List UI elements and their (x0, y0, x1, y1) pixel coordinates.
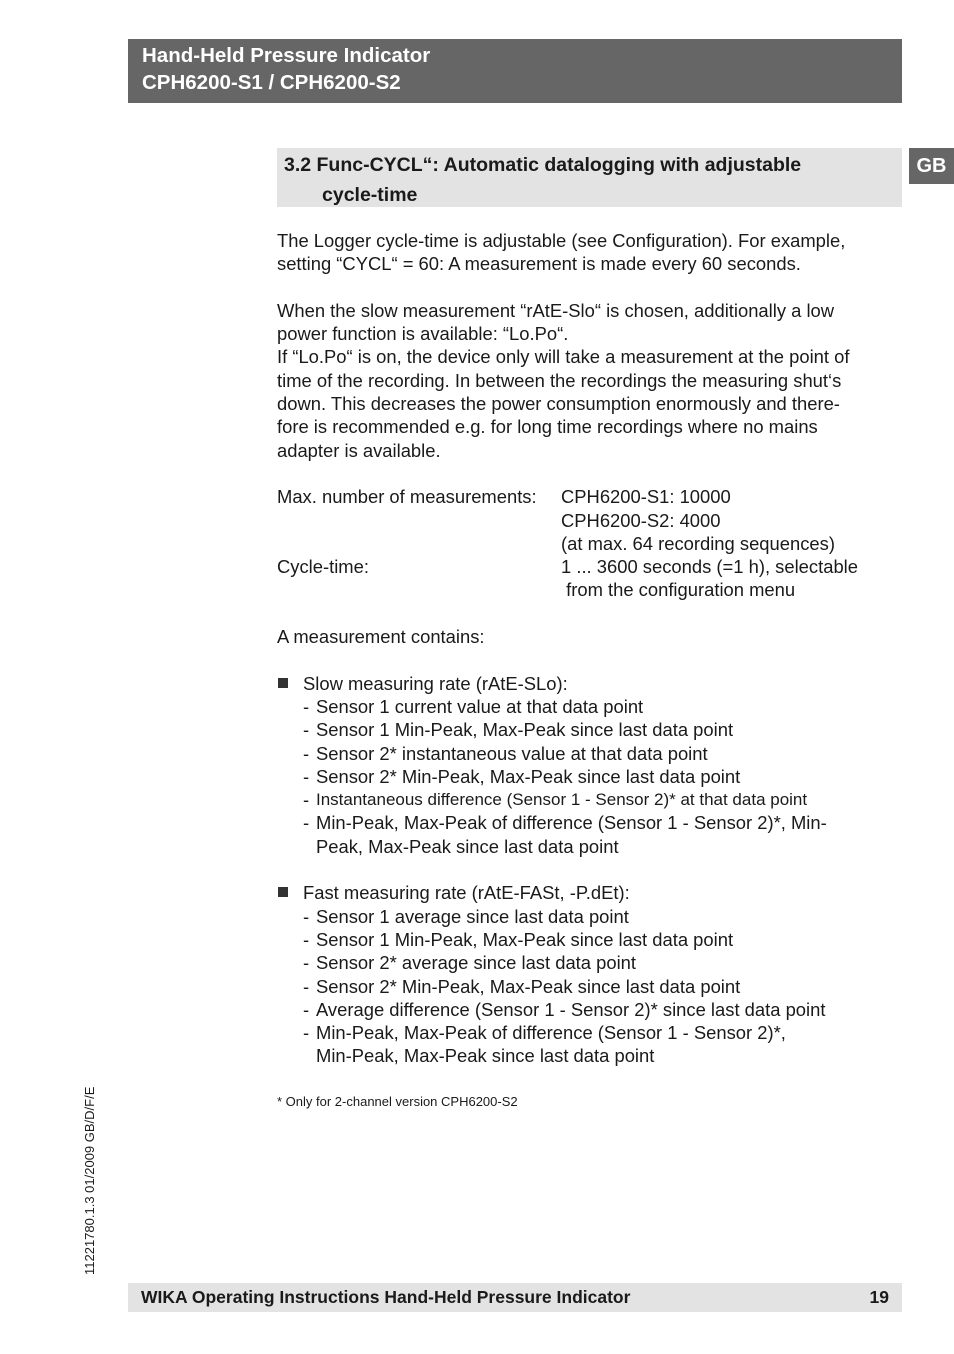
bullet-title: Fast measuring rate (rAtE-FASt, -P.dEt): (303, 882, 630, 904)
header-model: CPH6200-S1 / CPH6200-S2 (142, 71, 401, 94)
list-item-text: Sensor 2* Min-Peak, Max-Peak since last data point (316, 975, 741, 997)
dash: - (303, 695, 310, 717)
list-item-text: Min-Peak, Max-Peak of difference (Sensor 1 - Sensor 2)*, Min- (316, 812, 827, 834)
page-number: 19 (869, 1287, 889, 1307)
spec-max-measurements (277, 485, 902, 555)
spec-value: CPH6200-S1: 10000 (561, 486, 731, 508)
header-title: Hand-Held Pressure Indicator (142, 44, 431, 67)
bullet-title: Slow measuring rate (rAtE-SLo): (303, 672, 568, 694)
bullet-slow-rate (277, 672, 902, 695)
document-footer (128, 1283, 902, 1312)
text-line: fore is recommended e.g. for long time recordings where no mains (277, 416, 818, 438)
text-line: The Logger cycle-time is adjustable (see Configuration). For example, (277, 230, 846, 251)
spec-cycle-time (277, 555, 902, 602)
list-item (303, 788, 902, 811)
section-heading (277, 148, 902, 207)
text-line: power function is available: “Lo.Po“. (277, 323, 569, 345)
list-item-continuation (303, 835, 902, 858)
text-line: If “Lo.Po“ is on, the device only will take a measurement at the point of (277, 346, 850, 368)
list-item-text: Sensor 1 average since last data point (316, 905, 629, 927)
spec-value: 1 ... 3600 seconds (=1 h), selectable (561, 556, 858, 578)
language-tab: GB (909, 148, 954, 184)
list-item (303, 905, 902, 928)
text-line: setting “CYCL“ = 60: A measurement is made every 60 seconds. (277, 253, 801, 275)
dash: - (303, 1022, 310, 1044)
dash: - (303, 905, 310, 927)
dash: - (303, 719, 310, 741)
body-text (277, 229, 902, 1068)
footnote: * Only for 2-channel version CPH6200-S2 (277, 1094, 518, 1109)
contains-intro: A measurement contains: (277, 626, 485, 648)
text-line: adapter is available. (277, 439, 441, 461)
spec-values (561, 555, 902, 602)
list-item (303, 998, 902, 1021)
spec-value: CPH6200-S2: 4000 (561, 509, 721, 531)
footer-title: WIKA Operating Instructions Hand-Held Pressure Indicator (141, 1287, 631, 1307)
document-code: 11221780.1.3 01/2009 GB/D/F/E (82, 1086, 97, 1275)
dash: - (303, 742, 310, 764)
spec-label: Max. number of measurements: (277, 486, 537, 508)
paragraph-cycle-time (277, 229, 902, 276)
list-item (303, 765, 902, 788)
list-item-text: Average difference (Sensor 1 - Sensor 2)* since last data point (316, 998, 826, 1020)
document-header (128, 39, 902, 103)
bullet-fast-rate (277, 881, 902, 904)
list-item-text: Sensor 1 Min-Peak, Max-Peak since last data point (316, 719, 734, 741)
list-item (303, 718, 902, 741)
dash: - (303, 928, 310, 950)
list-item (303, 695, 902, 718)
list-item (303, 1021, 902, 1044)
paragraph-low-power (277, 299, 902, 346)
list-item (303, 975, 902, 998)
dash: - (303, 975, 310, 997)
list-item-text: Min-Peak, Max-Peak of difference (Sensor 1 - Sensor 2)*, (316, 1022, 786, 1044)
dash: - (303, 789, 310, 811)
list-item-text: Sensor 1 current value at that data point (316, 695, 644, 717)
spec-value: (at max. 64 recording sequences) (561, 532, 835, 554)
text-line: When the slow measurement “rAtE-Slo“ is chosen, additionally a low (277, 299, 835, 321)
list-item-continuation (303, 1044, 902, 1067)
spec-value: from the configuration menu (561, 579, 796, 601)
dash: - (303, 765, 310, 787)
spec-label: Cycle-time: (277, 556, 369, 578)
list-item-text: Sensor 2* average since last data point (316, 952, 636, 974)
text-line: down. This decreases the power consumption enormously and there- (277, 393, 840, 415)
dash: - (303, 812, 310, 834)
text-line: time of the recording. In between the recordings the measuring shut‘s (277, 369, 842, 391)
dash: - (303, 998, 310, 1020)
list-item-text: Sensor 2* Min-Peak, Max-Peak since last data point (316, 765, 741, 787)
list-item-text: Min-Peak, Max-Peak since last data point (316, 1045, 655, 1067)
fast-rate-list (277, 905, 902, 1068)
spec-values (561, 485, 902, 555)
list-item (303, 928, 902, 951)
dash: - (303, 952, 310, 974)
list-item-text: Instantaneous difference (Sensor 1 - Sensor 2)* at that data point (316, 790, 808, 810)
paragraph-lopo-on (277, 345, 902, 461)
list-item-text: Peak, Max-Peak since last data point (316, 835, 619, 857)
square-bullet-icon (277, 672, 303, 695)
list-item (303, 951, 902, 974)
square-bullet-icon (277, 881, 303, 904)
section-heading-line2: cycle-time (322, 184, 418, 206)
list-item-text: Sensor 1 Min-Peak, Max-Peak since last data point (316, 928, 734, 950)
slow-rate-list (277, 695, 902, 858)
list-item-text: Sensor 2* instantaneous value at that data point (316, 742, 708, 764)
section-heading-line1: 3.2 Func-CYCL“: Automatic datalogging with adjustable (284, 154, 802, 176)
list-item (303, 811, 902, 834)
list-item (303, 742, 902, 765)
